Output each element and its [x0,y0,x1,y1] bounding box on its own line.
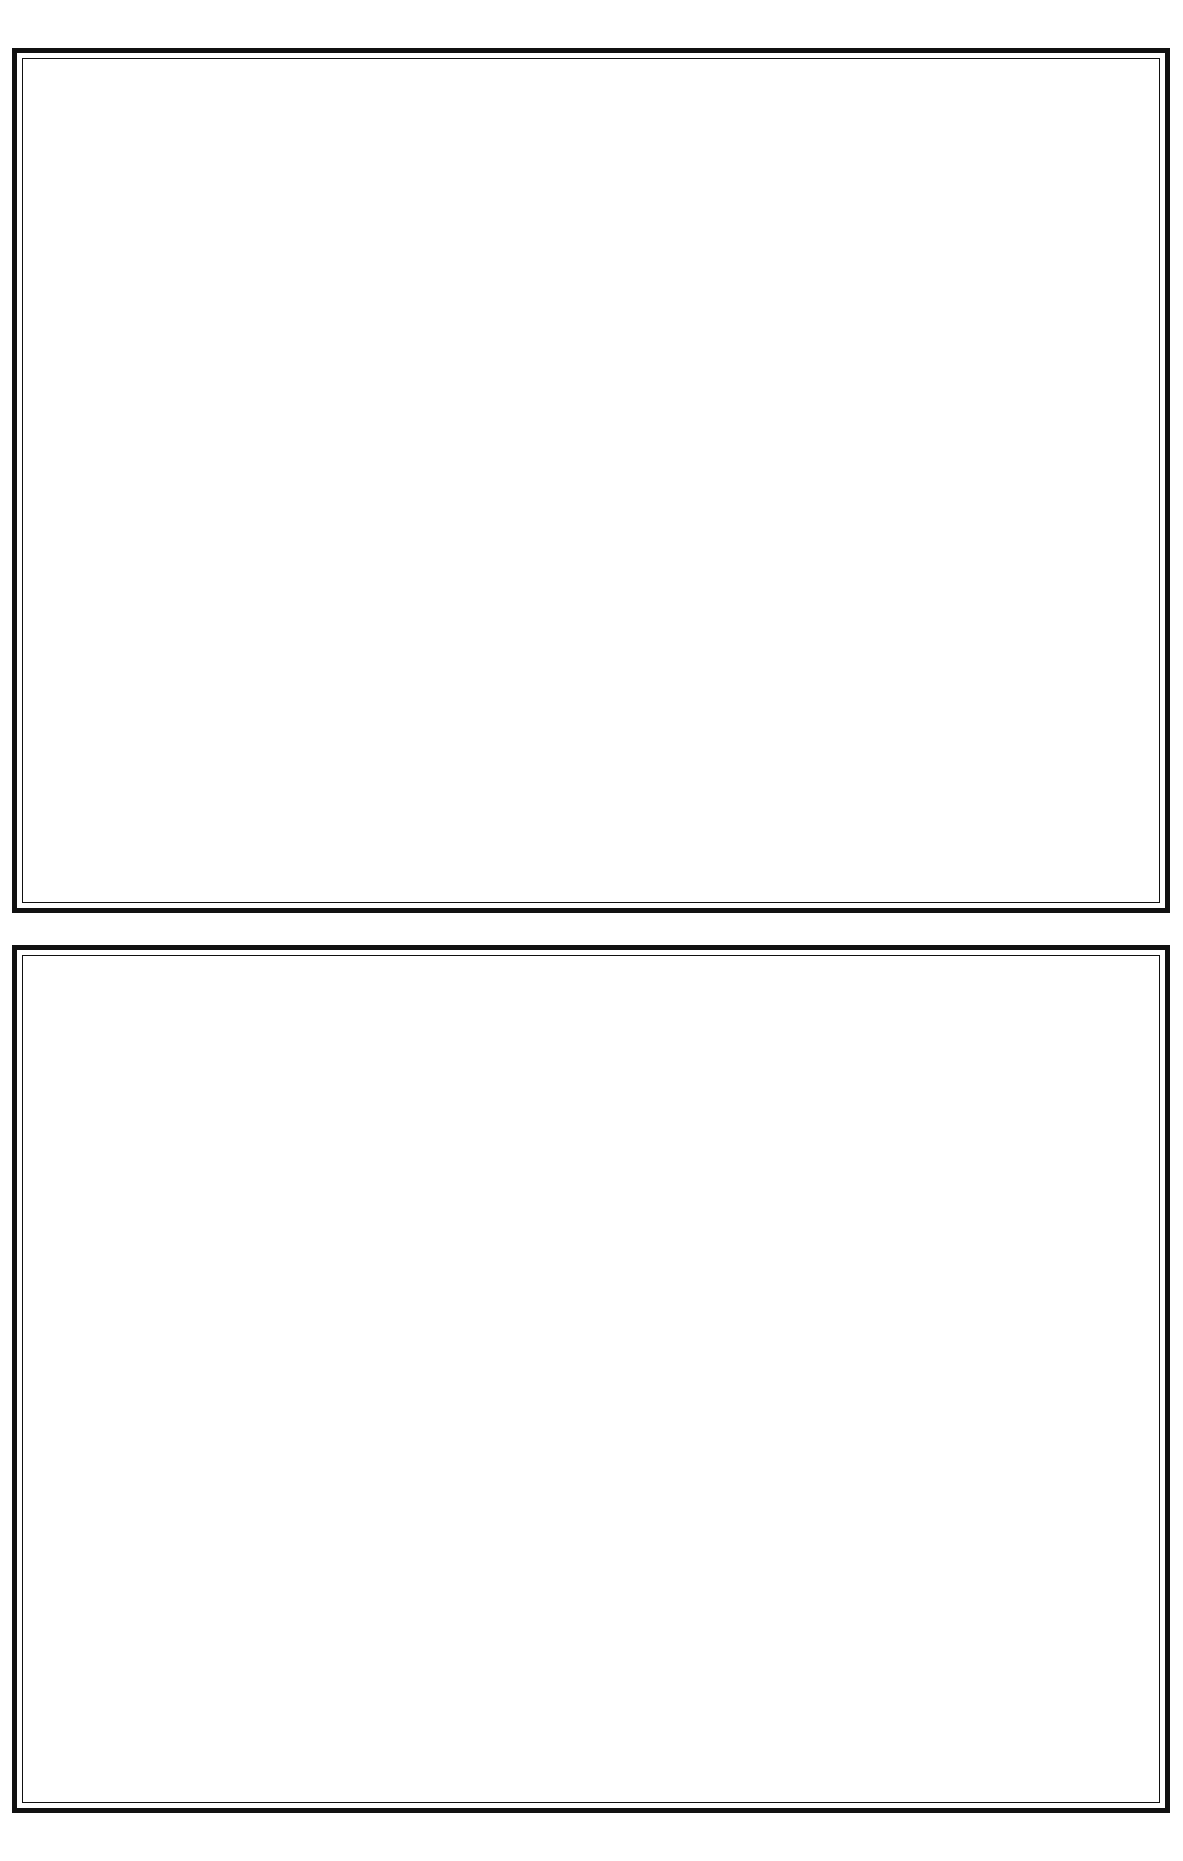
bottom-page-columns [29,964,1153,1794]
top-page-columns [29,67,1153,894]
top-page-frame [12,48,1170,913]
bottom-page-frame [12,945,1170,1813]
